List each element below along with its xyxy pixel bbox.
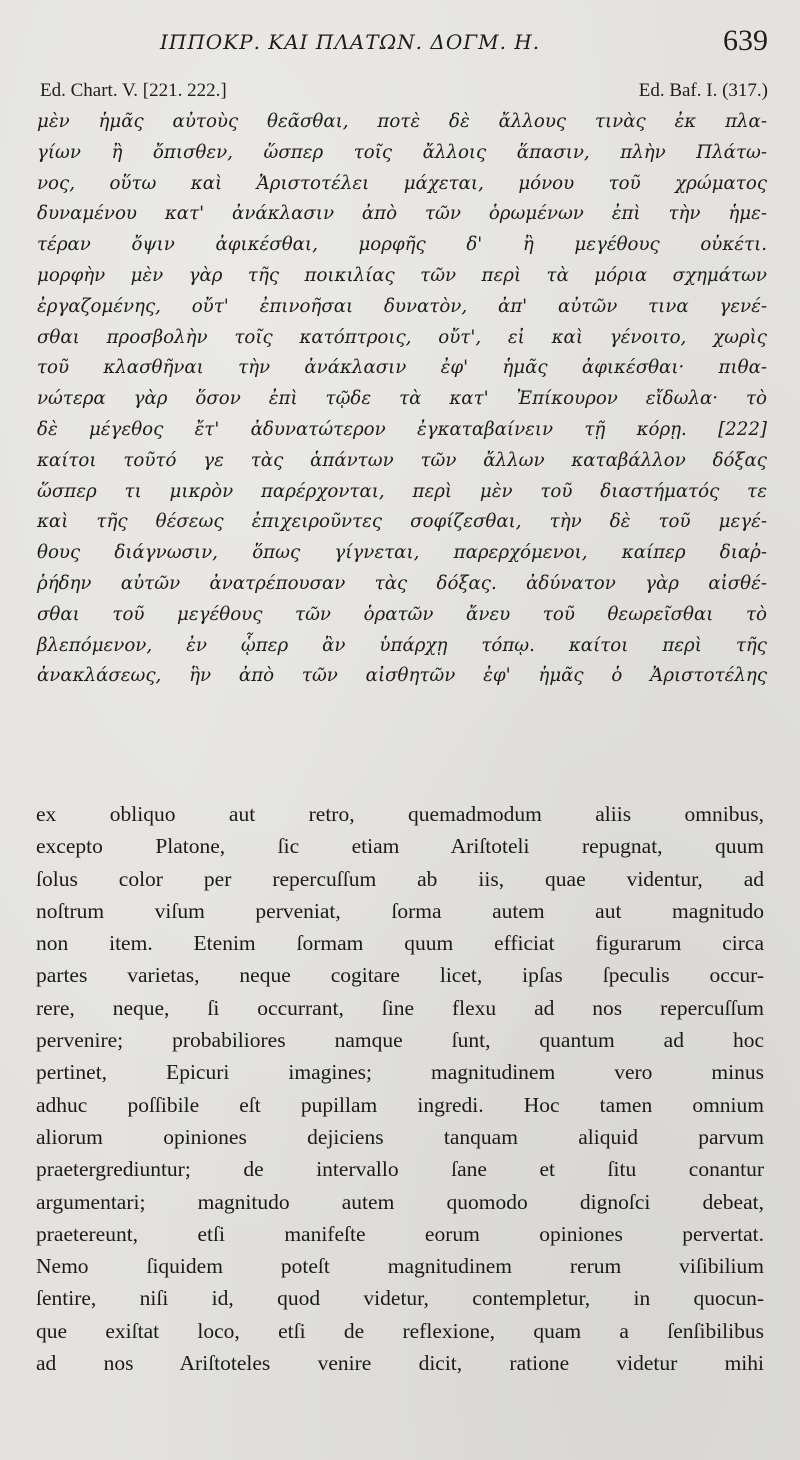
greek-text-line: τέραν ὄψιν ἀφικέσθαι, μορφῆς δ' ἢ μεγέθους οὐκέτι. (37, 234, 767, 256)
edition-reference-right: Ed. Baf. I. (317.) (638, 80, 768, 101)
greek-text-line: καίτοι τοῦτό γε τὰς ἁπάντων τῶν ἄλλων καταβάλλον δόξας (37, 449, 767, 471)
greek-text-line: νώτερα γὰρ ὅσον ἐπὶ τῷδε τὰ κατ' Ἐπίκουρον εἴδωλα· τὸ (37, 388, 767, 410)
latin-text-line: non item. Etenim ſormam quum efficiat figurarum circa (36, 931, 764, 956)
latin-text-block (36, 798, 764, 1379)
greek-text-line: βλεπόμενον, ἐν ᾧπερ ἂν ὑπάρχῃ τόπῳ. καίτοι περὶ τῆς (37, 634, 767, 656)
greek-text-block (37, 107, 767, 692)
greek-text-line: νος, οὕτω καὶ Ἀριστοτέλει μάχεται, μόνου τοῦ χρώματος (37, 172, 767, 194)
greek-text-line: τοῦ κλασθῆναι τὴν ἀνάκλασιν ἐφ' ἡμᾶς ἀφικέσθαι· πιθα- (37, 357, 767, 379)
greek-text-line: ἐργαζομένης, οὔτ' ἐπινοῆσαι δυνατὸν, ἀπ' αὐτῶν τινα γενέ- (37, 295, 767, 317)
page-number: 639 (723, 24, 768, 57)
latin-text-line: ad nos Ariſtoteles venire dicit, ratione videtur mihi (36, 1351, 764, 1376)
greek-text-line: μὲν ἡμᾶς αὐτοὺς θεᾶσθαι, ποτὲ δὲ ἄλλους τινὰς ἐκ πλα- (37, 111, 767, 132)
latin-text-line: partes varietas, neque cogitare licet, ipſas ſpeculis occur- (36, 963, 764, 988)
edition-reference-left: Ed. Chart. V. [221. 222.] (40, 80, 227, 101)
latin-text-line: praetereunt, etſi manifeſte eorum opiniones pervertat. (36, 1221, 764, 1246)
greek-text-line: ὥσπερ τι μικρὸν παρέρχονται, περὶ μὲν τοῦ διαστήματός τε (37, 480, 767, 502)
latin-text-line: excepto Platone, ſic etiam Ariſtoteli repugnat, quum (36, 834, 764, 859)
running-head: ΙΠΠΟΚΡ. ΚΑΙ ΠΛΑΤΩΝ. ΔΟΓΜ. Η. (160, 30, 541, 54)
latin-text-line: ex obliquo aut retro, quemadmodum aliis omnibus, (36, 802, 764, 826)
greek-text-line: γίων ἢ ὄπισθεν, ὥσπερ τοῖς ἄλλοις ἅπασιν, πλὴν Πλάτω- (37, 141, 767, 163)
greek-text-line: ῥήδην αὐτῶν ἀνατρέπουσαν τὰς δόξας. ἀδύνατον γὰρ αἰσθέ- (37, 572, 767, 594)
latin-text-line: pervenire; probabiliores namque ſunt, quantum ad hoc (36, 1028, 764, 1053)
latin-text-line: ſolus color per repercuſſum ab iis, quae videntur, ad (36, 866, 764, 891)
latin-text-line: aliorum opiniones dejiciens tanquam aliquid parvum (36, 1124, 764, 1149)
greek-text-line: δυναμένου κατ' ἀνάκλασιν ἀπὸ τῶν ὁρωμένων ἐπὶ τὴν ἡμε- (37, 203, 767, 225)
latin-text-line: ſentire, niſi id, quod videtur, contempletur, in quocun- (36, 1286, 764, 1311)
greek-text-line: μορφὴν μὲν γὰρ τῆς ποικιλίας τῶν περὶ τὰ μόρια σχημάτων (37, 264, 767, 286)
latin-text-line: Nemo ſiquidem poteſt magnitudinem rerum viſibilium (36, 1254, 764, 1279)
latin-text-line: argumentari; magnitudo autem quomodo dignoſci debeat, (36, 1189, 764, 1214)
greek-text-line: ἀνακλάσεως, ἣν ἀπὸ τῶν αἰσθητῶν ἐφ' ἡμᾶς ὁ Ἀριστοτέλης (37, 665, 767, 687)
latin-text-line: que exiſtat loco, etſi de reflexione, quam a ſenſibilibus (36, 1318, 764, 1343)
greek-text-line: θους διάγνωσιν, ὅπως γίγνεται, παρερχόμενοι, καίπερ διαῤ- (37, 542, 767, 564)
latin-text-line: rere, neque, ſi occurrant, ſine flexu ad nos repercuſſum (36, 995, 764, 1020)
latin-text-line: pertinet, Epicuri imagines; magnitudinem vero minus (36, 1060, 764, 1085)
latin-text-line: adhuc poſſibile eſt pupillam ingredi. Hoc tamen omnium (36, 1092, 764, 1117)
greek-text-line: καὶ τῆς θέσεως ἐπιχειροῦντες σοφίζεσθαι, τὴν δὲ τοῦ μεγέ- (37, 511, 767, 533)
greek-text-line: σθαι τοῦ μεγέθους τῶν ὁρατῶν ἄνευ τοῦ θεωρεῖσθαι τὸ (37, 603, 767, 625)
latin-text-line: noſtrum viſum perveniat, ſorma autem aut magnitudo (36, 898, 764, 923)
greek-text-line: δὲ μέγεθος ἔτ' ἀδυνατώτερον ἐγκαταβαίνειν τῇ κόρῃ. [222] (37, 418, 767, 440)
latin-text-line: praetergrediuntur; de intervallo ſane et ſitu conantur (36, 1157, 764, 1182)
greek-text-line: σθαι προσβολὴν τοῖς κατόπτροις, οὔτ', εἰ καὶ γένοιτο, χωρὶς (37, 326, 767, 348)
